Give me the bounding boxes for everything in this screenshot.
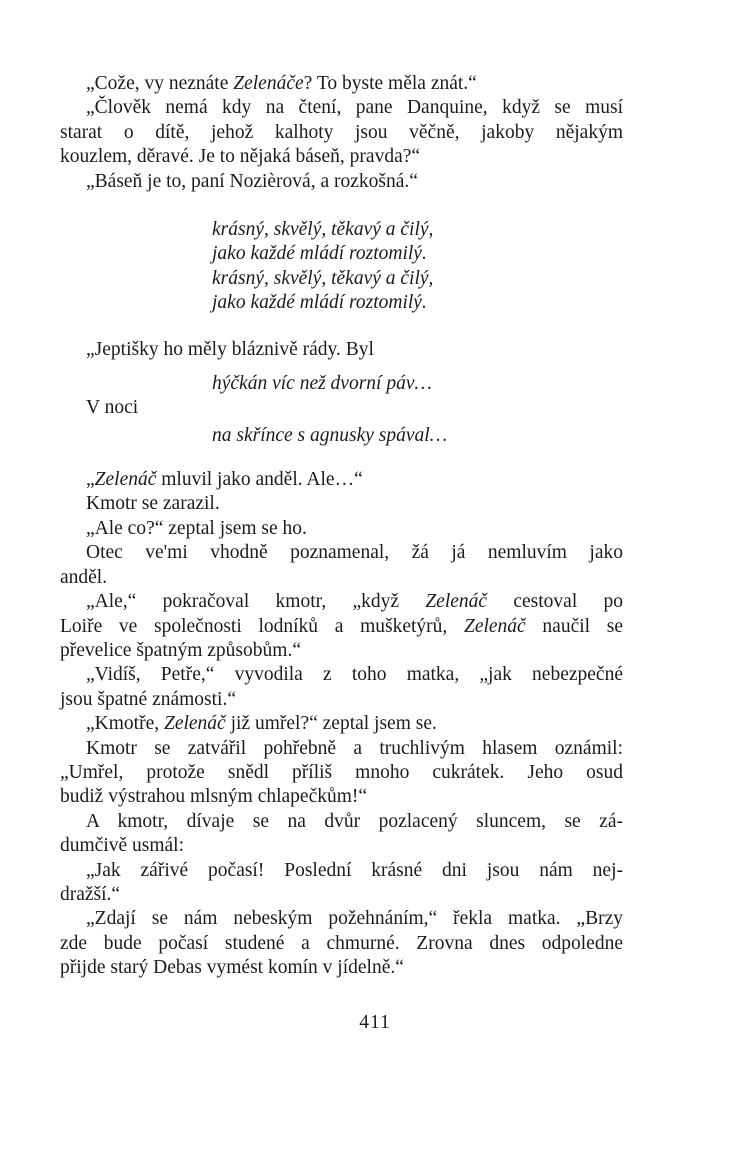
paragraph: Otec ve'mi vhodně poznamenal, žá já nemluvím jako	[86, 542, 623, 564]
verse-block-mixed	[60, 372, 623, 448]
paragraph-line: dumčivě usmál:	[60, 835, 185, 857]
paragraph-line: starat o dítě, jehož kalhoty jsou věčně, jakoby nějakým	[60, 121, 623, 143]
paragraph: „Jak zářivé počasí! Poslední krásné dni jsou nám nej-	[86, 859, 623, 881]
paragraph: „Kmotře, Zelenáč již umřel?“ zeptal jsem se.	[86, 713, 437, 735]
paragraph: „Zelenáč mluvil jako anděl. Ale…“	[86, 469, 363, 491]
paragraph: „Zdají se nám nebeským požehnáním,“ řekla matka. „Brzy	[86, 908, 623, 930]
paragraph-line: přijde starý Debas vymést komín v jídelně.“	[60, 957, 404, 979]
page-number: 411	[359, 1012, 391, 1033]
paragraph: „Jeptišky ho měly bláznivě rády. Byl	[86, 338, 374, 360]
page-body	[60, 72, 623, 981]
paragraph-line: kouzlem, děravé. Je to nějaká báseň, pravda?“	[60, 146, 421, 168]
paragraph: A kmotr, dívaje se na dvůr pozlacený sluncem, se zá-	[86, 810, 623, 832]
prose-fragment: V noci	[86, 397, 139, 419]
paragraph: Kmotr se zarazil.	[86, 493, 220, 515]
paragraph-line: převelice špatným způsobům.“	[60, 639, 301, 661]
verse-line: hýčkán víc než dvorní páv…	[212, 373, 432, 395]
paragraph: „Vidíš, Petře,“ vyvodila z toho matka, „jak nebezpečné	[86, 664, 623, 686]
paragraph-line: budiž výstrahou mlsným chlapečkům!“	[60, 786, 368, 808]
paragraph: „Ale,“ pokračoval kmotr, „když Zelenáč cestoval po	[86, 591, 624, 613]
verse-line: jako každé mládí roztomilý.	[212, 243, 427, 265]
paragraph: „Cože, vy neznáte Zelenáče? To byste měla znát.“	[86, 73, 477, 94]
verse-line: krásný, skvělý, těkavý a čilý,	[212, 219, 434, 241]
paragraph-line: jsou špatné známosti.“	[60, 688, 237, 710]
verse-line: krásný, skvělý, těkavý a čilý,	[212, 267, 434, 289]
verse-line: jako každé mládí roztomilý.	[212, 292, 427, 314]
paragraph-line: Loiře ve společnosti lodníků a mušketýrů, Zelenáč naučil se	[60, 615, 623, 637]
paragraph-line: zde bude počasí studené a chmurné. Zrovna dnes odpoledne	[60, 932, 623, 954]
paragraph: Kmotr se zatvářil pohřebně a truchlivým hlasem oznámil:	[86, 737, 623, 759]
paragraph: „Báseň je to, paní Nozièrová, a rozkošná.“	[86, 170, 418, 192]
paragraph: „Ale co?“ zeptal jsem se ho.	[86, 517, 307, 539]
verse-line: na skřínce s agnusky spával…	[212, 425, 448, 447]
paragraph: „Člověk nemá kdy na čtení, pane Danquine, když se musí	[86, 97, 623, 119]
paragraph-line: anděl.	[60, 566, 108, 588]
paragraph-line: dražší.“	[60, 883, 121, 905]
paragraph-line: „Umřel, protože snědl příliš mnoho cukrátek. Jeho osud	[60, 761, 623, 783]
verse-block	[60, 218, 623, 316]
